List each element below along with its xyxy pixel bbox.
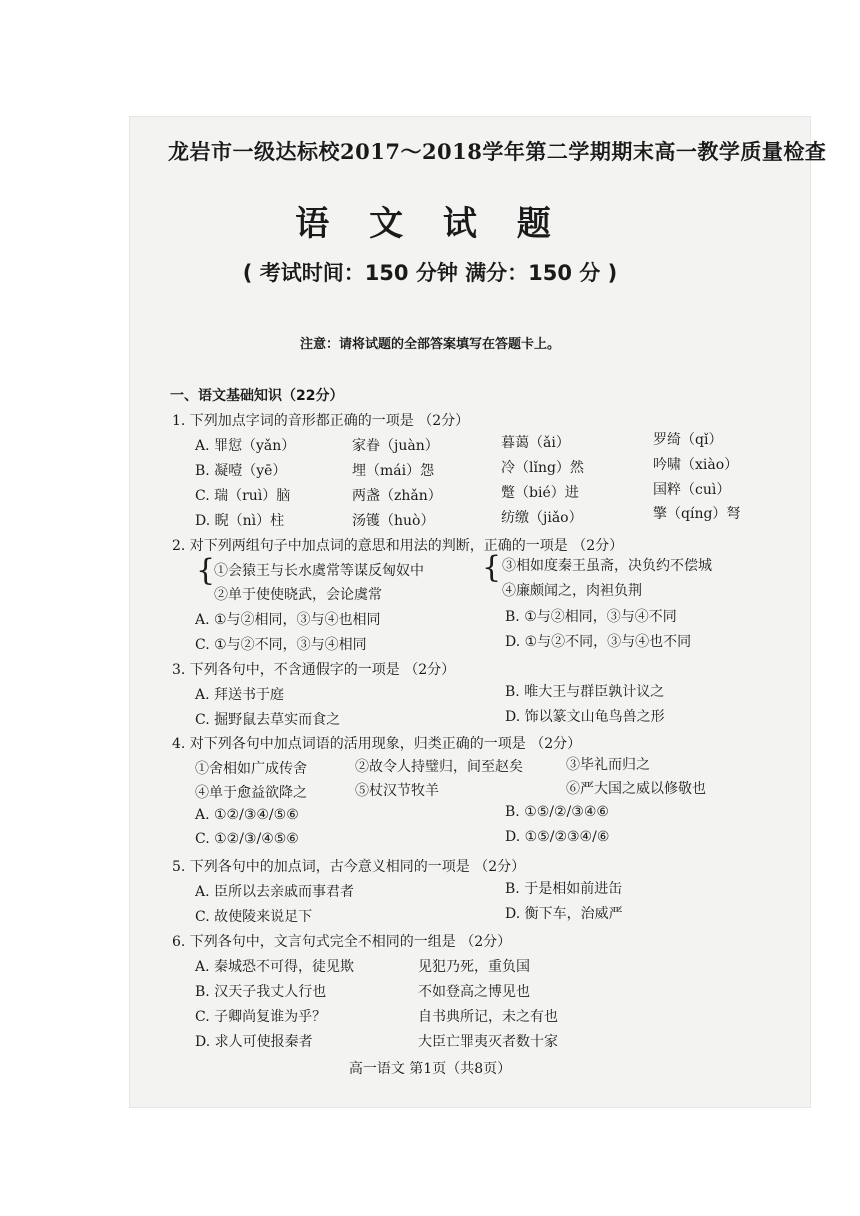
question-2-stem: 2. 对下列两组句子中加点词的意思和用法的判断，正确的一项是 （2分） [172,538,624,554]
q1-option: 汤镬（huò） [352,513,435,529]
question-3-stem: 3. 下列各句中，不含通假字的一项是 （2分） [172,662,456,678]
question-1-stem: 1. 下列加点字词的音形都正确的一项是 （2分） [172,413,470,429]
section-heading: 一、语文基础知识（22分） [170,388,344,404]
q1-option: 纺缴（jiǎo） [501,510,583,526]
q6-option: 见犯乃死，重负国 [418,959,530,975]
q2-sentence: ③相如度秦王虽斋，决负约不偿城 [502,558,712,574]
q5-option: D. 衡下车，治威严 [505,906,623,922]
q3-option: B. 唯大王与群臣孰计议之 [505,684,665,700]
q4-sentence: ②故令人持璧归，间至赵矣 [355,759,523,775]
q4-sentence: ⑥严大国之威以修敬也 [566,781,706,797]
q1-option: 吟啸（xiào） [653,457,739,473]
exam-header: 龙岩市一级达标校2017～2018学年第二学期期末高一教学质量检查 [168,139,827,164]
q2-sentence: ④廉颇闻之，肉袒负荆 [502,583,642,599]
q6-option: 不如登高之博见也 [418,984,530,1000]
left-brace: { [196,553,216,588]
exam-notice: 注意：请将试题的全部答案填写在答题卡上。 [299,337,560,352]
q2-option: B. ①与②相同，③与④不同 [505,609,677,625]
q4-sentence: ①舍相如广成传舍 [195,761,307,777]
q4-sentence: ③毕礼而归之 [566,757,650,773]
q4-option: B. ①⑤/②/③④⑥ [505,804,609,820]
q2-option: D. ①与②不同，③与④也不同 [505,634,692,650]
right-brace: { [482,550,502,585]
q4-option: C. ①②/③/④⑤⑥ [195,831,299,847]
q5-option: B. 于是相如前进缶 [505,881,623,897]
q1-option: C. 瑞（ruì）脑 [195,488,291,504]
q1-option: 罗绮（qǐ） [653,432,723,448]
page-footer: 高一语文 第1页（共8页） [348,1061,512,1077]
q5-option: A. 臣所以去亲戚而事君者 [195,884,355,900]
q1-option: D. 睨（nì）柱 [195,513,285,529]
q1-option: 冷（lǐng）然 [501,460,584,476]
q1-option: 家眷（juàn） [352,438,439,454]
q4-sentence: ⑤杖汉节牧羊 [355,783,439,799]
q4-option: D. ①⑤/②③④/⑥ [505,829,610,845]
q3-option: C. 掘野鼠去草实而食之 [195,712,341,728]
q4-sentence: ④单于愈益欲降之 [195,785,307,801]
question-6-stem: 6. 下列各句中，文言句式完全不相同的一组是 （2分） [172,934,512,950]
q1-option: 国粹（cuì） [653,482,731,498]
q1-option: 蹩（bié）进 [501,485,579,501]
q1-option: B. 凝噎（yē） [195,463,287,479]
q5-option: C. 故使陵来说足下 [195,909,313,925]
q2-option: A. ①与②相同，③与④也相同 [195,612,381,628]
q1-option: A. 罪愆（yǎn） [195,438,296,454]
q6-option: C. 子卿尚复谁为乎？ [195,1009,327,1025]
question-5-stem: 5. 下列各句中的加点词，古今意义相同的一项是 （2分） [172,859,526,875]
q6-option: 大臣亡罪夷灭者数十家 [418,1034,558,1050]
q4-option: A. ①②/③④/⑤⑥ [195,807,299,823]
q1-option: 擎（qíng）弩 [653,506,741,522]
q6-option: A. 秦城恐不可得，徒见欺 [195,959,355,975]
q3-option: D. 饰以篆文山龟鸟兽之形 [505,709,665,725]
q6-option: 自书典所记，未之有也 [418,1009,558,1025]
q2-sentence: ②单于使使晓武，会论虞常 [214,587,382,603]
exam-subtitle: ( 考试时间：150 分钟 满分：150 分 ) [242,261,618,285]
q1-option: 两盏（zhǎn） [352,488,442,504]
q2-option: C. ①与②不同，③与④相同 [195,637,367,653]
q6-option: D. 求人可使报秦者 [195,1034,313,1050]
q6-option: B. 汉天子我丈人行也 [195,984,327,1000]
q1-option: 暮蔼（ǎi） [501,435,570,451]
q3-option: A. 拜送书于庭 [195,687,285,703]
q1-option: 埋（mái）怨 [352,463,435,479]
q2-sentence: ①会猿王与长水虞常等谋反匈奴中 [214,563,424,579]
question-4-stem: 4. 对下列各句中加点词语的活用现象，归类正确的一项是 （2分） [172,736,582,752]
exam-title: 语 文 试 题 [295,204,565,244]
